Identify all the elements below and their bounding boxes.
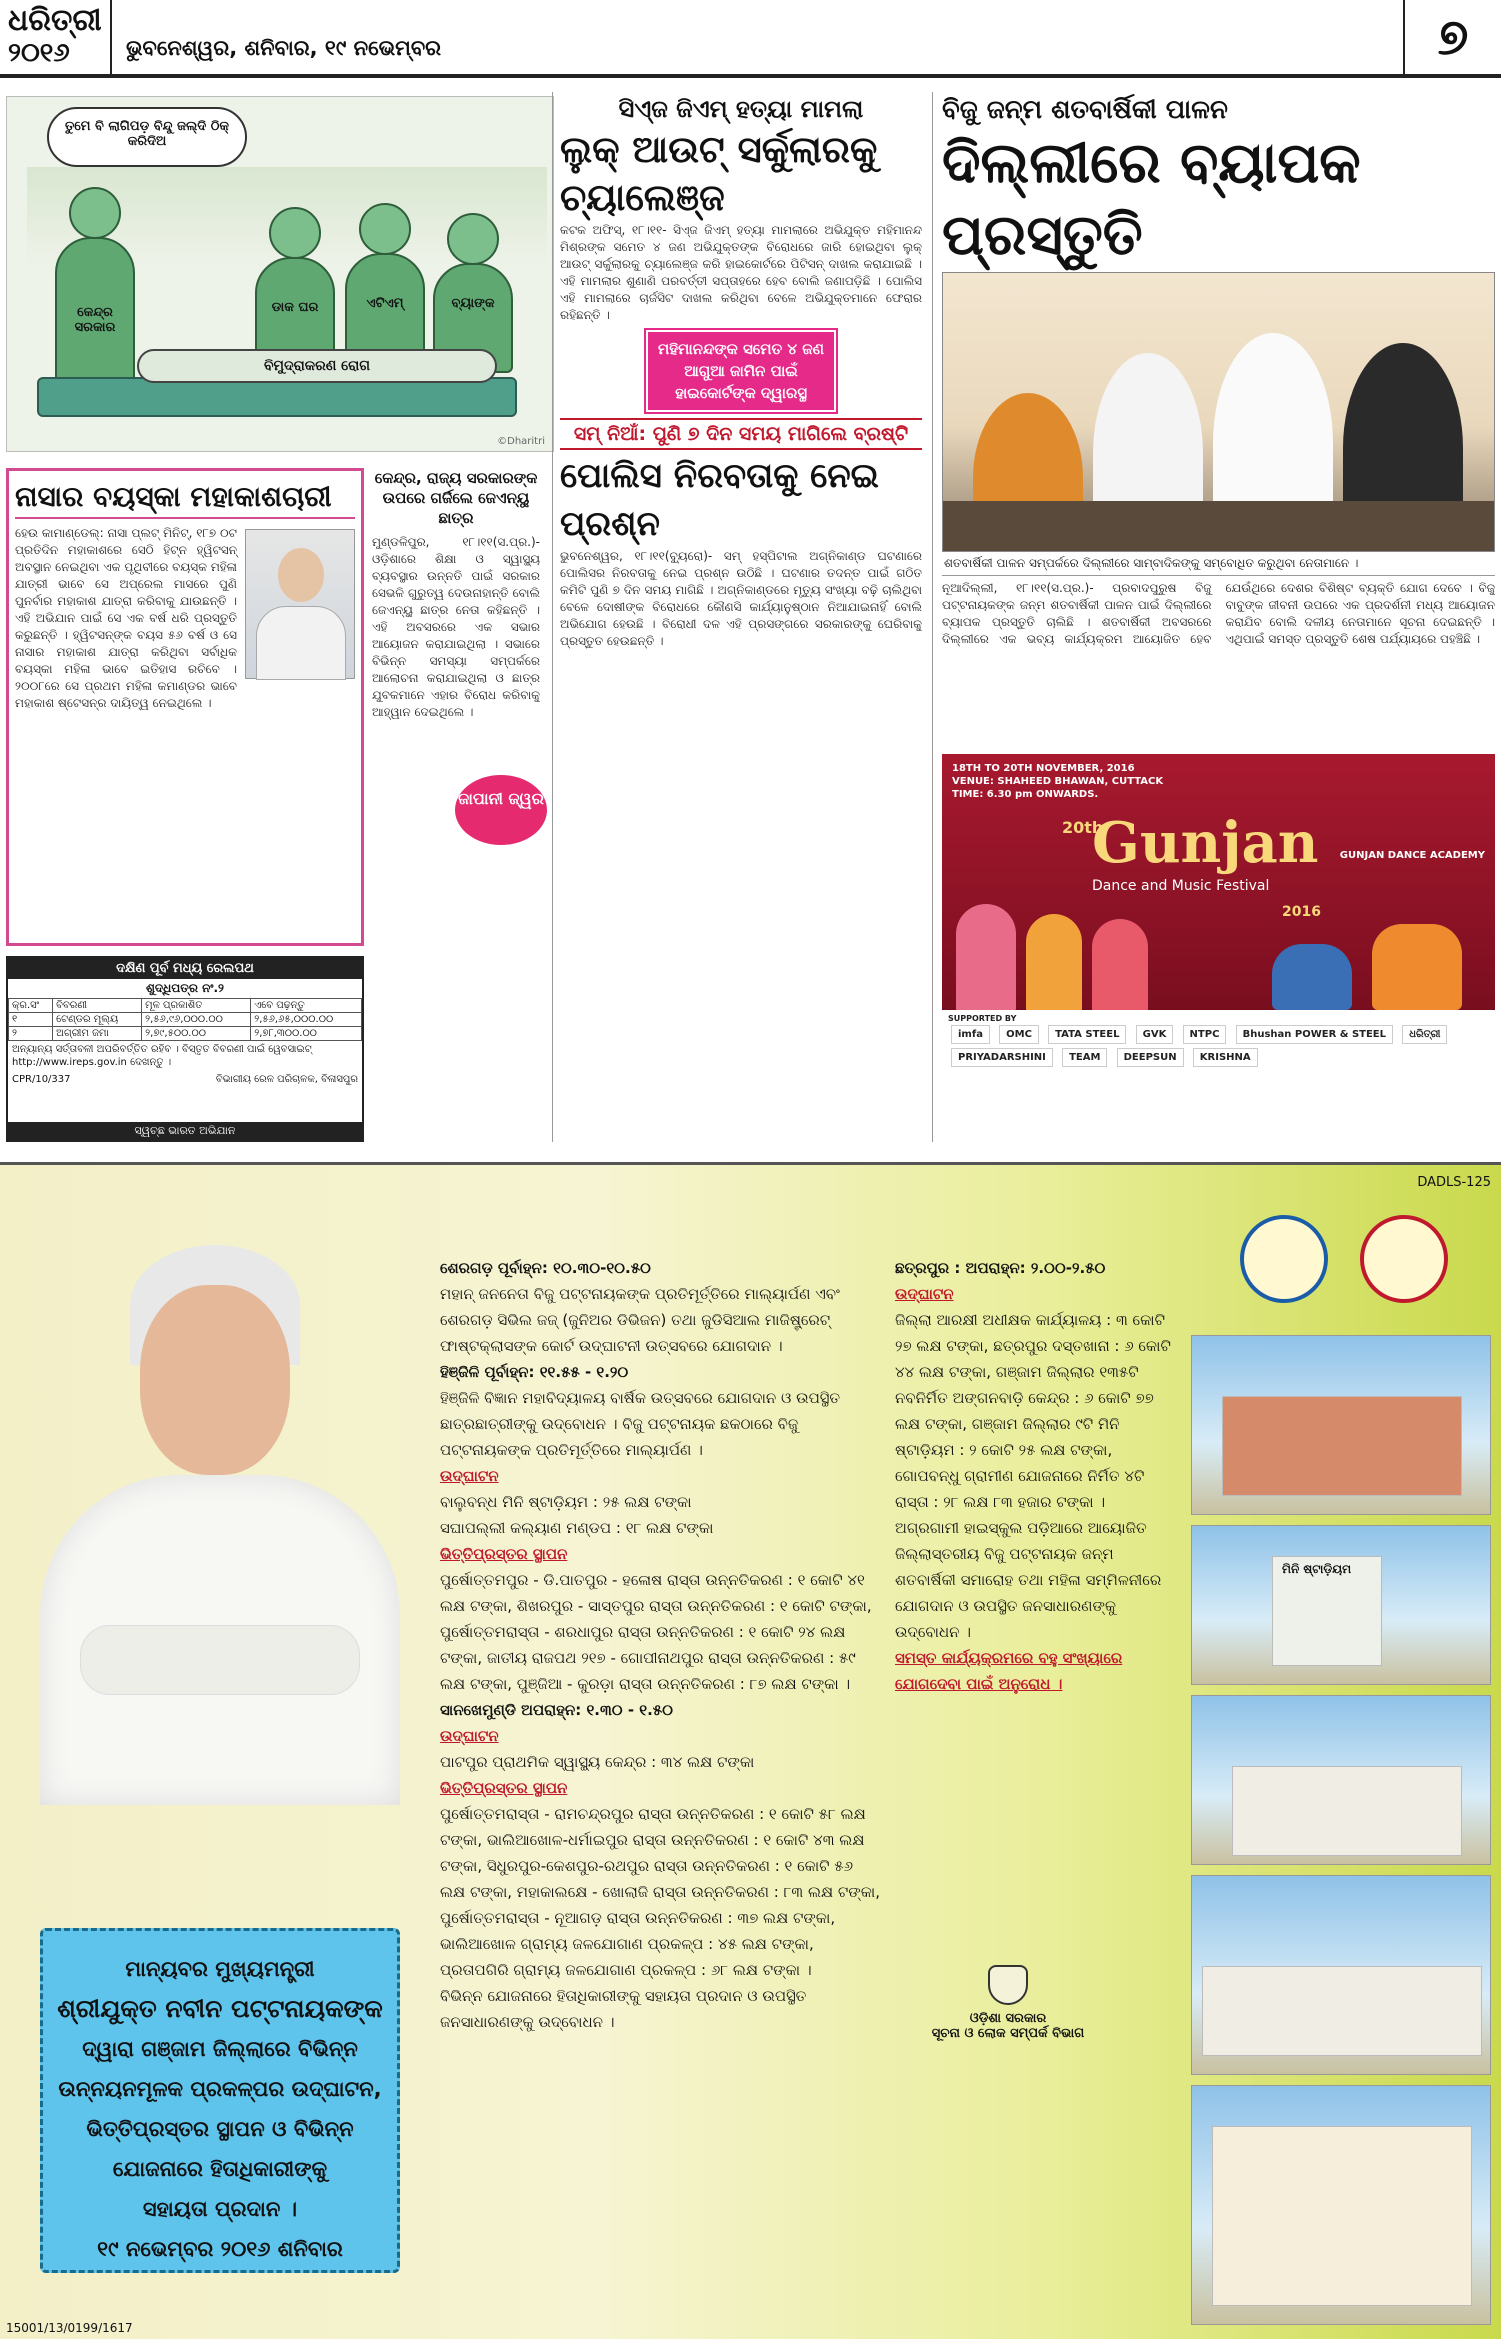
schedule-heading: ଛତ୍ରପୁର : ଅପରାହ୍ନ: ୨.୦୦-୨.୫୦ <box>895 1259 1106 1277</box>
sponsor-logo: TATA STEEL <box>1048 1025 1126 1044</box>
doctor-head <box>69 187 121 239</box>
cbi-story <box>560 92 922 1142</box>
table-header: କ୍ର.ସଂ <box>9 999 53 1013</box>
government-seal <box>918 1965 1098 2041</box>
schedule-text: ହିଞ୍ଜିଳି ବିଜ୍ଞାନ ମହାବିଦ୍ୟାଳୟ ବାର୍ଷିକ ଉତ୍ସବରେ ଯୋଗଦାନ ଓ ଉପସ୍ଥିତ ଛାତ୍ରଛାତ୍ରୀଙ୍କୁ ଉଦ୍‌ବୋଧନ । ବିଜୁ ପଟ୍ଟନାୟକ ଛକଠାରେ ବିଜୁ ପଟ୍ଟନାୟକଙ୍କ ପ୍ରତିମୂର୍ତ୍ତିରେ ମାଲ୍ୟାର୍ପଣ । <box>440 1389 841 1459</box>
seal-line: ସୂଚନା ଓ ଲୋକ ସମ୍ପର୍କ ବିଭାଗ <box>931 2026 1085 2041</box>
chief-minister-photo <box>30 1245 410 1805</box>
doctor-label: ଏଟିଏମ୍ <box>366 296 404 311</box>
cm-folded-arms <box>80 1625 360 1695</box>
sponsor-logo: KRISHNA <box>1193 1048 1258 1067</box>
tender-ref: CPR/10/337 <box>12 1074 71 1085</box>
schedule-text: ପୁର୍ଷୋତ୍ତମରାସ୍ତା - ରାମଚନ୍ଦ୍ରପୁର ରାସ୍ତା ଉନ୍ନତିକରଣ : ୧ କୋଟି ୫୮ ଲକ୍ଷ ଟଙ୍କା, ଭାଲିଆଖୋଳ-ଧର୍ମାଇପୁର ରାସ୍ତା ଉନ୍ନତିକରଣ : ୧ କୋଟି ୪୩ ଲକ୍ଷ ଟଙ୍କା, ସିଧୁରପୁର-କେଶପୁର-ରଥପୁର ରାସ୍ତା ଉନ୍ନତିକରଣ : ୧ କୋଟି ୫୬ ଲକ୍ଷ ଟଙ୍କା, ମହାକାଲକ୍ଷେ - ଖୋଲାଜି ରାସ୍ତା ଉନ୍ନତିକରଣ : ୮୩ ଲକ୍ଷ ଟଙ୍କା, ପୁର୍ଷୋତ୍ତମରାସ୍ତା - ନୂଆଗଡ଼ ରାସ୍ତା ଉନ୍ନତିକରଣ : ୩୭ ଲକ୍ଷ ଟଙ୍କା, ଭାଲିଆଖୋଳ ଗ୍ରାମ୍ୟ ଜଳଯୋଗାଣ ପ୍ରକଳ୍ପ : ୪୫ ଲକ୍ଷ ଟଙ୍କା, ପ୍ରତାପଗିରି ଗ୍ରାମ୍ୟ ଜଳଯୋଗାଣ ପ୍ରକଳ୍ପ : ୬୮ ଲକ୍ଷ ଟଙ୍କା । <box>440 1805 880 1979</box>
jnu-headline: କେନ୍ଦ୍ର, ରାଜ୍ୟ ସରକାରଙ୍କ ଉପରେ ଗର୍ଜିଲେ ଜେଏନ୍‌ୟୁ ଛାତ୍ର <box>374 469 538 527</box>
dancer-figure <box>1026 914 1082 1014</box>
gunjan-edition: 20th <box>1062 818 1104 837</box>
cbi-body: କଟକ ଅଫିସ୍, ୧୮।୧୧- ସିଏ୍ଜ ଜିଏମ୍ ହତ୍ୟା ମାମଲାରେ ଅଭିଯୁକ୍ତ ମହିମାନନ୍ଦ ମିଶ୍ରଙ୍କ ସମେତ ୪ ଜଣ ଅଭିଯୁକ୍ତଙ୍କ ବିରୋଧରେ ଜାରି ହୋଇଥିବା ଲୁକ୍ ଆଉଟ୍ ସର୍କୁଲାରକୁ ଚ୍ୟାଲେଞ୍ଜ କରି ହାଇକୋର୍ଟରେ ପିଟିସନ୍ ଦାଖଲ କରାଯାଇଛି । ଏହି ମାମଲାର ଶୁଣାଣି ପରବର୍ତ୍ତୀ ସପ୍ତାହରେ ହେବ ବୋଲି ଜଣାପଡ଼ିଛି । ପୋଲିସ ଏହି ମାମଲାରେ ଚାର୍ଜସିଟ ଦାଖଲ କରିଥିବା ବେଳେ ଅଭିଯୁକ୍ତମାନେ ଫେରାର ରହିଛନ୍ତି । <box>560 223 922 322</box>
biju-centenary-emblem <box>1240 1215 1328 1303</box>
gunjan-meta <box>952 762 1163 801</box>
tender-title: ଶୁଦ୍ଧିପତ୍ର ନଂ.୨ <box>145 981 224 995</box>
police-body: ଭୁବନେଶ୍ୱର, ୧୮।୧୧(ବ୍ୟୁରୋ)- ସମ୍ ହସ୍ପିଟାଲ ଅଗ୍ନିକାଣ୍ଡ ଘଟଣାରେ ପୋଲିସର ନିରବତାକୁ ନେଇ ପ୍ରଶ୍ନ ଉଠିଛି । ଘଟଣାର ତଦନ୍ତ ପାଇଁ ଗଠିତ କମିଟି ପୁଣି ୭ ଦିନ ସମୟ ମାଗିଛି । ଅଗ୍ନିକାଣ୍ଡରେ ମୃତ୍ୟୁ ସଂଖ୍ୟା ବଢ଼ି ଚାଲିଥିବା ବେଳେ ଦୋଷୀଙ୍କ ବିରୋଧରେ କୌଣସି କାର୍ଯ୍ୟାନୁଷ୍ଠାନ ନିଆଯାଇନାହିଁ ବୋଲି ଅଭିଯୋଗ ହେଉଛି । ବିରୋଧୀ ଦଳ ଏହି ପ୍ରସଙ୍ଗରେ ସରକାରଙ୍କୁ ଘେରିବାକୁ ପ୍ରସ୍ତୁତ ହେଉଛନ୍ତି । <box>560 549 922 648</box>
speech-bubble: ତୁମେ ବି ଲାଗିପଡ଼ ବିନ୍ଦୁ ଜଲ୍‌ଦି ଠିକ୍ କରିଦିଅ <box>47 107 247 167</box>
schedule-text: ପାଟପୁର ପ୍ରାଥମିକ ସ୍ୱାସ୍ଥ୍ୟ କେନ୍ଦ୍ର : ୩୪ ଲକ୍ଷ ଟଙ୍କା <box>440 1753 755 1771</box>
musician-figure <box>1372 924 1462 1010</box>
ad-reference: 15001/13/0199/1617 <box>6 2321 133 2335</box>
schedule-heading: ଶେରଗଡ଼ ପୂର୍ବାହ୍ନ: ୧୦.୩୦-୧୦.୫୦ <box>440 1259 651 1277</box>
schedule-tag: ଭିତ୍ତିପ୍ରସ୍ତର ସ୍ଥାପନ <box>440 1545 568 1563</box>
table-cell: ୨,୫୬,୬୫,୦୦୦.୦୦ <box>251 1013 362 1027</box>
jnu-body: ମୁଣ୍ଡଳିପୁର, ୧୮।୧୧(ସ.ପ୍ର.)- ଓଡ଼ିଶାରେ ଶିକ୍ଷା ଓ ସ୍ୱାସ୍ଥ୍ୟ ବ୍ୟବସ୍ଥାର ଉନ୍ନତି ପାଇଁ ସରକାର ସେଭଳି ଗୁରୁତ୍ୱ ଦେଉନାହାନ୍ତି ବୋଲି ଜେଏନ୍‌ୟୁ ଛାତ୍ର ନେତା କହିଛନ୍ତି । ଏହି ଅବସରରେ ଏକ ସଭାର ଆୟୋଜନ କରାଯାଇଥିଲା । ସଭାରେ ବିଭିନ୍ନ ସମସ୍ୟା ସମ୍ପର୍କରେ ଆଲୋଚନା କରାଯାଇଥିଲା ଓ ଛାତ୍ର ଯୁବକମାନେ ଏହାର ବିରୋଧ କରିବାକୁ ଆହ୍ୱାନ ଦେଇଥିଲେ । <box>372 535 540 719</box>
seal-icon <box>988 1965 1028 2005</box>
sponsor-logo: GVK <box>1136 1025 1174 1044</box>
schedule-text: ଅଗ୍ରଗାମୀ ହାଇସ୍କୁଲ ପଡ଼ିଆରେ ଆୟୋଜିତ ଜିଲ୍ଲାସ୍ତରୀୟ ବିଜୁ ପଟ୍ଟନାୟକ ଜନ୍ମ ଶତବାର୍ଷିକୀ ସମାରୋହ ତଥା ମହିଳା ସମ୍ମିଳନୀରେ ଯୋଗଦାନ ଓ ଉପସ୍ଥିତ ଜନସାଧାରଣଙ୍କୁ ଉଦ୍‌ବୋଧନ । <box>895 1519 1162 1641</box>
cmbox-line: ସହାୟତା ପ୍ରଦାନ । <box>142 2197 298 2221</box>
cmbox-line: ମାନ୍ୟବର ମୁଖ୍ୟମନ୍ତ୍ରୀ <box>125 1957 315 1981</box>
schedule-text: ଜିଲ୍ଲା ଆରକ୍ଷୀ ଅଧୀକ୍ଷକ କାର୍ଯ୍ୟାଳୟ : ୩ କୋଟି ୨୭ ଲକ୍ଷ ଟଙ୍କା, ଛତ୍ରପୁର ଦସ୍ତଖାନା : ୬ କୋଟି ୪୪ ଲକ୍ଷ ଟଙ୍କା, ଗଞ୍ଜାମ ଜିଲ୍ଲାର ୧୩୫ଟି ନବନିର୍ମିତ ଅଙ୍ଗନବାଡ଼ି କେନ୍ଦ୍ର : ୬ କୋଟି ୭୭ ଲକ୍ଷ ଟଙ୍କା, ଗଞ୍ଜାମ ଜିଲ୍ଲାର ୯ଟି ମିନି ଷ୍ଟାଡ଼ିୟମ : ୨ କୋଟି ୨୫ ଲକ୍ଷ ଟଙ୍କା, ଗୋପବନ୍ଧୁ ଗ୍ରାମୀଣ ଯୋଜନାରେ ନିର୍ମିତ ୪ଟି ରାସ୍ତା : ୨୮ ଲକ୍ଷ ୮୩ ହଜାର ଟଙ୍କା । <box>895 1311 1171 1511</box>
cbi-kicker: ସିଏ୍ଜ ଜିଏମ୍ ହତ୍ୟା ମାମଲା <box>618 95 864 123</box>
tender-signoff <box>8 1071 362 1088</box>
editorial-cartoon <box>6 96 554 452</box>
table-cell: ୨,୭୯,୫୦୦.୦୦ <box>142 1027 251 1041</box>
logo-box <box>0 0 112 74</box>
gunjan-title: Gunjan <box>1092 810 1319 876</box>
nasa-story <box>6 468 364 946</box>
musician-figure <box>1272 944 1352 1010</box>
gunjan-subtitle: Dance and Music Festival <box>1092 878 1270 894</box>
gunjan-festival-ad <box>942 754 1495 1094</box>
stadium-sign: ମିନି ଷ୍ଟାଡ଼ିୟମ <box>1282 1562 1352 1576</box>
sponsor-logo: Bhushan POWER & STEEL <box>1236 1025 1393 1044</box>
schedule-text: ପୁର୍ଷୋତ୍ତମପୁର - ଡି.ପାତପୁର - ହଳୋଷ ରାସ୍ତା ଉନ୍ନତିକରଣ : ୧ କୋଟି ୪୧ ଲକ୍ଷ ଟଙ୍କା, ଶିଖରପୁର - ସାସ୍ତପୁର ରାସ୍ତା ଉନ୍ନତିକରଣ : ୧ କୋଟି ଟଙ୍କା, ପୁର୍ଷୋତ୍ତମରାସ୍ତା - ଶରଧାପୁର ରାସ୍ତା ଉନ୍ନତିକରଣ : ୧ କୋଟି ୨୪ ଲକ୍ଷ ଟଙ୍କା, ଜାତୀୟ ରାଜପଥ ୨୧୭ - ଗୋପୀନାଥପୁର ରାସ୍ତା ଉନ୍ନତିକରଣ : ୫୯ ଲକ୍ଷ ଟଙ୍କା, ପୁଞ୍ଜିଆ - କୁରଡ଼ା ରାସ୍ତା ଉନ୍ନତିକରଣ : ୮୭ ଲକ୍ଷ ଟଙ୍କା । <box>440 1571 872 1693</box>
biju-headline: ଦିଲ୍ଲୀରେ ବ୍ୟାପକ ପ୍ରସ୍ତୁତି <box>942 131 1361 268</box>
schedule-tag: ଉଦ୍‌ଘାଟନ <box>895 1285 954 1303</box>
table-header-row <box>9 999 362 1013</box>
dancer-figure <box>956 904 1016 1014</box>
column-rule <box>932 92 933 1142</box>
biju-story <box>942 92 1495 1142</box>
masthead <box>0 0 1501 78</box>
sponsor-logo: TEAM <box>1062 1048 1107 1067</box>
table-header: ବିବରଣୀ <box>53 999 142 1013</box>
dateline: ଭୁବନେଶ୍ୱର, ଶନିବାର, ୧୯ ନଭେମ୍ବର <box>126 36 442 60</box>
tender-header: ଦକ୍ଷିଣ ପୂର୍ବ ମଧ୍ୟ ରେଲପଥ <box>8 958 362 979</box>
schedule-text: ସଘାପଲ୍ଲୀ କଲ୍ୟାଣ ମଣ୍ଡପ : ୧୮ ଲକ୍ଷ ଟଙ୍କା <box>440 1519 714 1537</box>
table-cell: ୧ <box>9 1013 53 1027</box>
cbi-headline: ଲୁକ୍ ଆଉଟ୍ ସର୍କୁଲାରକୁ ଚ୍ୟାଲେଞ୍ଜ <box>560 128 878 219</box>
sponsor-strip <box>942 1010 1495 1094</box>
building-photo <box>1191 1695 1491 1865</box>
nasa-headline: ନାସାର ବୟସ୍କା ମହାକାଶଚାରୀ <box>15 477 355 519</box>
building-wall <box>1212 2126 1472 2306</box>
table-header: ମୂଳ ପ୍ରକାଶିତ <box>142 999 251 1013</box>
sponsor-logo: PRIYADARSHINI <box>951 1048 1053 1067</box>
doctor-label: ଡାକ ଘର <box>271 300 319 315</box>
doctor-figure <box>55 237 135 397</box>
schedule-tag: ସମସ୍ତ କାର୍ଯ୍ୟକ୍ରମରେ ବହୁ ସଂଖ୍ୟାରେ ଯୋଗଦେବା ପାଇଁ ଅନୁରୋଧ । <box>895 1649 1123 1693</box>
schedule-text: ମହାନ୍ ଜନନେତା ବିଜୁ ପଟ୍ଟନାୟକଙ୍କ ପ୍ରତିମୂର୍ତ୍ତିରେ ମାଲ୍ୟାର୍ପଣ ଏବଂ ଶେରଗଡ଼ ସିଭିଲ ଜଜ୍ (ଜୁନିଅର ଡିଭିଜନ) ତଥା ଜୁଡିସିଆଲ ମାଜିଷ୍ଟ୍ରେଟ୍ ଫାଷ୍ଟକ୍ଲାସଙ୍କ କୋର୍ଟ ଉଦ୍‌ଘାଟନୀ ଉତ୍ସବରେ ଯୋଗଦାନ । <box>440 1285 840 1355</box>
police-headline: ପୋଲିସ ନିରବତାକୁ ନେଇ ପ୍ରଶ୍ନ <box>560 456 879 544</box>
photo-caption: ଶତବାର୍ଷିକୀ ପାଳନ ସମ୍ପର୍କରେ ଦିଲ୍ଲୀରେ ସାମ୍ବାଦିକଙ୍କୁ ସମ୍ବୋଧିତ କରୁଥିବା ନେତାମାନେ । <box>942 552 1495 576</box>
cmbox-line: ଦ୍ୱାରା ଗଞ୍ଜାମ ଜିଲ୍ଲାରେ ବିଭିନ୍ନ <box>82 2037 358 2061</box>
gunjan-academy: GUNJAN DANCE ACADEMY <box>1339 850 1485 861</box>
cbi-highlight-box: ମହିମାନନ୍ଦଙ୍କ ସମେତ ୪ ଜଣ ଆଗୁଆ ଜାମିନ ପାଇଁ ହାଇକୋର୍ଟଙ୍କ ଦ୍ୱାରସ୍ଥ <box>646 330 836 412</box>
schedule-tag: ଉଦ୍‌ଘାଟନ <box>440 1727 499 1745</box>
building-photo <box>1191 1335 1491 1515</box>
doctor-label: ବ୍ୟାଙ୍କ <box>451 296 495 311</box>
railway-tender-notice <box>6 956 364 1142</box>
japanese-fever-badge: ଜାପାନୀ ଜ୍ୱର <box>455 775 547 845</box>
biju-body: ନୂଆଦିଲ୍ଲୀ, ୧୮।୧୧(ସ.ପ୍ର.)- ପ୍ରବାଦପୁରୁଷ ବିଜୁ ପଟ୍ଟନାୟକଙ୍କ ଜନ୍ମ ଶତବାର୍ଷିକୀ ପାଳନ ପାଇଁ ଦିଲ୍ଲୀରେ ବ୍ୟାପକ ପ୍ରସ୍ତୁତି ଚାଲିଛି । ଶତବାର୍ଷିକୀ ଅବସରରେ ଦିଲ୍ଲୀରେ ଏକ ଭବ୍ୟ କାର୍ଯ୍ୟକ୍ରମ ଆୟୋଜିତ ହେବ ଯେଉଁଥିରେ ଦେଶର ବିଶିଷ୍ଟ ବ୍ୟକ୍ତି ଯୋଗ ଦେବେ । ବିଜୁ ବାବୁଙ୍କ ଜୀବନୀ ଉପରେ ଏକ ପ୍ରଦର୍ଶନୀ ମଧ୍ୟ ଆୟୋଜନ କରାଯିବ ବୋଲି ଦଳୀୟ ନେତାମାନେ ସୂଚନା ଦେଇଛନ୍ତି । ଏଥିପାଇଁ ସମସ୍ତ ପ୍ରସ୍ତୁତି ଶେଷ ପର୍ଯ୍ୟାୟରେ ପହଞ୍ଚିଛି । <box>942 581 1495 646</box>
sponsor-logo: imfa <box>951 1025 990 1044</box>
doctor-head <box>269 207 321 259</box>
masthead-year: ୨୦୧୬ <box>8 38 70 68</box>
astronaut-suit <box>256 606 346 680</box>
press-table <box>943 501 1494 551</box>
doctor-label: କେନ୍ଦ୍ର ସରକାର <box>74 305 116 335</box>
building-wall <box>1202 1966 1482 2056</box>
table-cell: ୨,୫୬,୯୬,୦୦୦.୦୦ <box>142 1013 251 1027</box>
gunjan-year: 2016 <box>1282 904 1321 920</box>
sponsor-logo: ଧରିତ୍ରୀ <box>1402 1025 1447 1044</box>
gunjan-time: TIME: 6.30 pm ONWARDS. <box>952 789 1099 800</box>
sponsor-logo: NTPC <box>1183 1025 1227 1044</box>
cmbox-line: ଭିତ୍ତିପ୍ରସ୍ତର ସ୍ଥାପନ ଓ ବିଭିନ୍ନ <box>86 2117 354 2141</box>
emblems <box>1240 1215 1460 1325</box>
table-cell: ୨ <box>9 1027 53 1041</box>
schedule-column-2 <box>895 1255 1175 1697</box>
tender-footer: ସ୍ୱଚ୍ଛ ଭାରତ ଅଭିଯାନ <box>8 1122 362 1140</box>
odisha-emblem <box>1360 1215 1448 1303</box>
tender-signature: ବିଭାଗୀୟ ରେଳ ପରିଚାଳକ, ବିଳାସପୁର <box>215 1074 358 1085</box>
astronaut-photo <box>245 529 355 679</box>
table-cell: ଟେଣ୍ଡର ମୂଲ୍ୟ <box>53 1013 142 1027</box>
supported-by-label: SUPPORTED BY <box>948 1014 1017 1023</box>
building-photo <box>1191 1875 1491 2075</box>
dancer-figure <box>1092 919 1148 1014</box>
astronaut-face <box>278 548 324 602</box>
page-number: ୭ <box>1403 0 1501 74</box>
cmbox-line: ଶ୍ରୀଯୁକ୍ତ ନବୀନ ପଟ୍ଟନାୟକଙ୍କ <box>57 1994 383 2023</box>
building-photo <box>1191 1525 1491 1685</box>
building-photo <box>1191 2085 1491 2325</box>
schedule-tag: ଉଦ୍‌ଘାଟନ <box>440 1467 499 1485</box>
doctor-head <box>359 203 411 255</box>
gunjan-venue: VENUE: SHAHEED BHAWAN, CUTTACK <box>952 776 1164 787</box>
cmbox-line: ଉନ୍ନୟନମୂଳକ ପ୍ରକଳ୍ପର ଉଦ୍‌ଘାଟନ, <box>58 2077 382 2101</box>
cm-announcement-box <box>40 1928 400 2273</box>
building-wall <box>1222 1396 1462 1496</box>
cmbox-line: ଯୋଜନାରେ ହିତାଧିକାରୀଙ୍କୁ <box>112 2157 328 2181</box>
gunjan-dates: 18TH TO 20TH NOVEMBER, 2016 <box>952 763 1135 774</box>
table-cell: ୨,୭୮,୩୦୦.୦୦ <box>251 1027 362 1041</box>
patient-label: ବିମୁଦ୍ରାକରଣ ରୋଗ <box>137 349 497 383</box>
sum-fire-kicker: ସମ୍ ନିଆଁ: ପୁଣି ୭ ଦିନ ସମୟ ମାଗିଲେ ବ୍ରଷ୍ଟି <box>560 418 922 450</box>
cmbox-line: ୧୯ ନଭେମ୍ବର ୨୦୧୬ ଶନିବାର <box>97 2237 343 2261</box>
column-rule <box>552 92 553 1142</box>
government-advertisement <box>0 1162 1501 2339</box>
schedule-text: ବାଲୁବନ୍ଧ ମିନି ଷ୍ଟାଡ଼ିୟମ : ୨୫ ଲକ୍ଷ ଟଙ୍କା <box>440 1493 692 1511</box>
doctor-head <box>447 213 499 265</box>
tender-note: ଅନ୍ୟାନ୍ୟ ସର୍ତ୍ତାବଳୀ ଅପରିବର୍ତ୍ତିତ ରହିବ । ବିସ୍ତୃତ ବିବରଣୀ ପାଇଁ ୱେବସାଇଟ୍ http://www.ireps.gov.in ଦେଖନ୍ତୁ । <box>12 1044 312 1068</box>
building-wall <box>1232 1766 1462 1856</box>
schedule-text: ବିଭିନ୍ନ ଯୋଜନାରେ ହିତାଧିକାରୀଙ୍କୁ ସହାୟତା ପ୍ରଦାନ ଓ ଉପସ୍ଥିତ ଜନସାଧାରଣଙ୍କୁ ଉଦ୍‌ବୋଧନ । <box>440 1987 807 2031</box>
nasa-body: ହେଉ କାମାଣ୍ଡେଲ୍: ନାସା ପ୍ଲଟ୍ ମିନିଟ୍, ୧୮୭ ୦ଟ ପ୍ରତିଦିନ ମହାକାଶରେ ସେଠି ହିଟ୍‌ନ ହ୍ୱିଟସନ୍ ଅବସ୍ଥାନ ନେଇଥିବା ଏକ ପୃଥିବୀରେ ବୟସ୍କ ମହିଳା ଯାତ୍ରୀ ଭାବେ ସେ ଅପ୍ରେଲ ମାସରେ ପୁଣି ପୁନର୍ବାର ମହାକାଶ ଯାତ୍ରା କରିବାକୁ ଯାଉଛନ୍ତି । ଏହି ଅଭିଯାନ ପାଇଁ ସେ ଏକ ବର୍ଷ ଧରି ପ୍ରସ୍ତୁତି କରୁଛନ୍ତି । ହ୍ୱିଟସନ୍‌ଙ୍କ ବୟସ ୫୬ ବର୍ଷ ଓ ସେ ନାସାର ମହାକାଶ ଯାତ୍ରା କରିଥିବା ସର୍ବାଧିକ ବୟସ୍କା ମହିଳା ଭାବେ ଇତିହାସ ରଚିବେ । ୨୦୦୮ରେ ସେ ପ୍ରଥମ ମହିଳା କମାଣ୍ଡର ଭାବେ ମହାକାଶ ଷ୍ଟେସନ୍‌ର ଦାୟିତ୍ୱ ନେଇଥିଲେ । <box>15 526 237 710</box>
newspaper-logo: ଧରିତ୍ରୀ <box>8 3 102 38</box>
seal-line: ଓଡ଼ିଶା ସରକାର <box>969 2011 1047 2026</box>
sponsor-logo: DEEPSUN <box>1117 1048 1184 1067</box>
cm-face <box>140 1285 290 1475</box>
biju-kicker: ବିଜୁ ଜନ୍ମ ଶତବାର୍ଷିକୀ ପାଳନ <box>942 95 1228 125</box>
table-header: ଏବେ ପଢ଼ନ୍ତୁ <box>251 999 362 1013</box>
operating-table <box>37 377 517 417</box>
cartoon-credit: ©Dharitri <box>497 436 545 447</box>
schedule-tag: ଭିତ୍ତିପ୍ରସ୍ତର ସ୍ଥାପନ <box>440 1779 568 1797</box>
table-row <box>9 1027 362 1041</box>
table-cell: ଅଗ୍ରୀମ ଜମା <box>53 1027 142 1041</box>
sponsor-logo: OMC <box>999 1025 1039 1044</box>
schedule-heading: ହିଞ୍ଜିଳି ପୂର୍ବାହ୍ନ: ୧୧.୫୫ - ୧.୨୦ <box>440 1363 629 1381</box>
tender-table <box>8 998 362 1041</box>
schedule-heading: ସାନଖେମୁଣ୍ଡି ଅପରାହ୍ନ: ୧.୩୦ - ୧.୫୦ <box>440 1701 674 1719</box>
table-row <box>9 1013 362 1027</box>
schedule-column-1 <box>440 1255 880 2035</box>
press-conference-photo <box>942 272 1495 552</box>
ad-code: DADLS-125 <box>1417 1175 1491 1190</box>
